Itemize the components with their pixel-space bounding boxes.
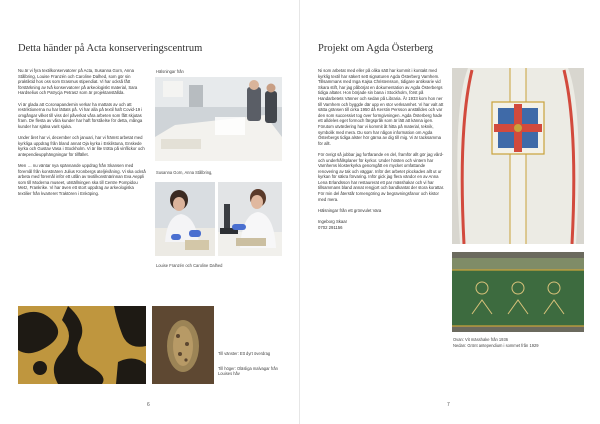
left-paragraph-4: Men … nu väntar nya spännande uppdrag från Skansen med föremål från konstnären Julius Kronbergs ateljévåning. Vi ska också arbeta med föremål inför ett utlån av textilkonstnärinnan Eva Aeppli som till Moderna museet, utställningen ska till Centre Pompidou Metz, Frankrike. Vi har även ett stort uppdrag av arkeologiska textilier från kvarteret Traktören i Enköping. bbox=[18, 163, 146, 197]
photo-conservator-1 bbox=[155, 182, 215, 256]
page-number-right: 7 bbox=[447, 402, 450, 408]
caption-names-1: Susanna Gorn, Anna Stålbring, bbox=[156, 170, 213, 175]
caption-left-image: Till vänster: Ett dyrt överdrag bbox=[218, 351, 271, 356]
photo-lab-table bbox=[155, 77, 282, 161]
left-page-body bbox=[18, 68, 146, 202]
photo-moth bbox=[152, 306, 214, 384]
signature-name: Ingeborg Skaar bbox=[318, 219, 348, 225]
right-page-heading: Projekt om Agda Österberg bbox=[318, 43, 433, 54]
right-paragraph-1: Ni som arbetat med eller på olika sätt har kommit i kontakt med kyrklig textil har säkert sett signaturen Agda Österberg Varnhem. Tillsammans med Inga Kajsa Christensson, tidigare antikvarie vid Skara stift, har jag påbörjat en dokumentation av Agda Österbergs tidiga altater. Hon började sin bana i Stockholm, först på Handarbetets Vänner och sedan på Libraria. År 1933 kom hon ner till Varnhem och byggde där upp en stor verksamhet. Vi har valt att sätta gränsen till cirka 1950 då Kerstin Persson anställdes och var den som successivt tog över formgivningen. Agda Österberg hade ett alldeles eget formoch färgspråk som är lätt att känna igen. Förutom utvärdering har vi kommit åt hitta på material, teknik, symbolik med mera. Du som har någon information om Agda Österbergs tidiga alster hör gärna av dig till mig. Vi är tacksamma för allt. bbox=[318, 68, 444, 146]
left-page-heading: Detta händer på Acta konserveringscentrum bbox=[18, 43, 203, 54]
caption-names-2: Louise Franzén och Caroline Dalhed bbox=[156, 263, 223, 268]
caption-antependium: Nedan: Grönt antependium i sommet från 1929 bbox=[453, 343, 539, 348]
photo-green-antependium bbox=[452, 252, 584, 332]
page-number-left: 6 bbox=[147, 402, 150, 408]
caption-chasuble: Ovan: Vit mässhake från 1936 bbox=[453, 337, 508, 342]
left-paragraph-1: Nu är vi fyra textilkonservatorer på Acta, Susanna Gorn, Anna Stålbring, Louise Franzén och Caroline Dalhed, som gör sin praktiktid hos oss som Erasmus stipendiat. Vi har också fått förstärkning av två konservatorer på arkeologiskt material, Sara Hardselius och Patrycja Petrasz som är projektanställda. bbox=[18, 68, 138, 96]
right-page bbox=[300, 0, 600, 424]
photo-conservator-2 bbox=[218, 182, 282, 256]
right-paragraph-2: För övrigt så jobbar jag fortfarande en del, framför allt gör jag vård- och underhållsplaner för kyrkor. Under hösten och vintern har Varnhems klosterkyrka genomgått en mycket omfattande renovering av tak och väggar. Inför det arbetet plockades allt ut ur kyrkan för säkra förvaring. Inför gick jag flera vändor en av Anna Lena Erlandsson har restaurerat ett par mässhakar och vi har tillsammans bland annat rengjort och bandkantat der stora korattar. För min del återstår tornengöring av begravningsfanor och kistor med mera. bbox=[318, 151, 445, 202]
left-paragraph-2: Vi är glada att Coronapandemin verkar ha mattats av och att restriktionerna nu har lättats på. Vi har alla på textil haft Covid-19 i omgångar vilket till viss del påverkat våra arbeten som fått skjutas fram. De flesta av våra kunder har haft förståelse för detta, många kunder har själva varit sjuka. bbox=[18, 101, 143, 129]
caption-right-image: Till höger: Oläsliga malvagar från Louises håv bbox=[218, 366, 278, 377]
photo-textile-cover bbox=[18, 306, 146, 384]
signature-phone: 0702 291156 bbox=[318, 224, 343, 230]
left-paragraph-3: Under året har vi, december och januari, har vi främst arbetat med kyrkliga uppdrag från bland annat Oja kyrka i Eskilstuna, Enskede kyrka och Gustav Vasa i Stockholm. Vi är lite trötta på vinflickor och antependieupphängningar för tillfället. bbox=[18, 135, 145, 157]
right-page-body bbox=[318, 68, 446, 230]
photo-white-chasuble bbox=[452, 68, 584, 244]
right-paragraph-3: Hälsningar från ett grönvulet Vara bbox=[318, 207, 382, 213]
caption-hälsningar: Hälsningar från bbox=[156, 69, 184, 74]
